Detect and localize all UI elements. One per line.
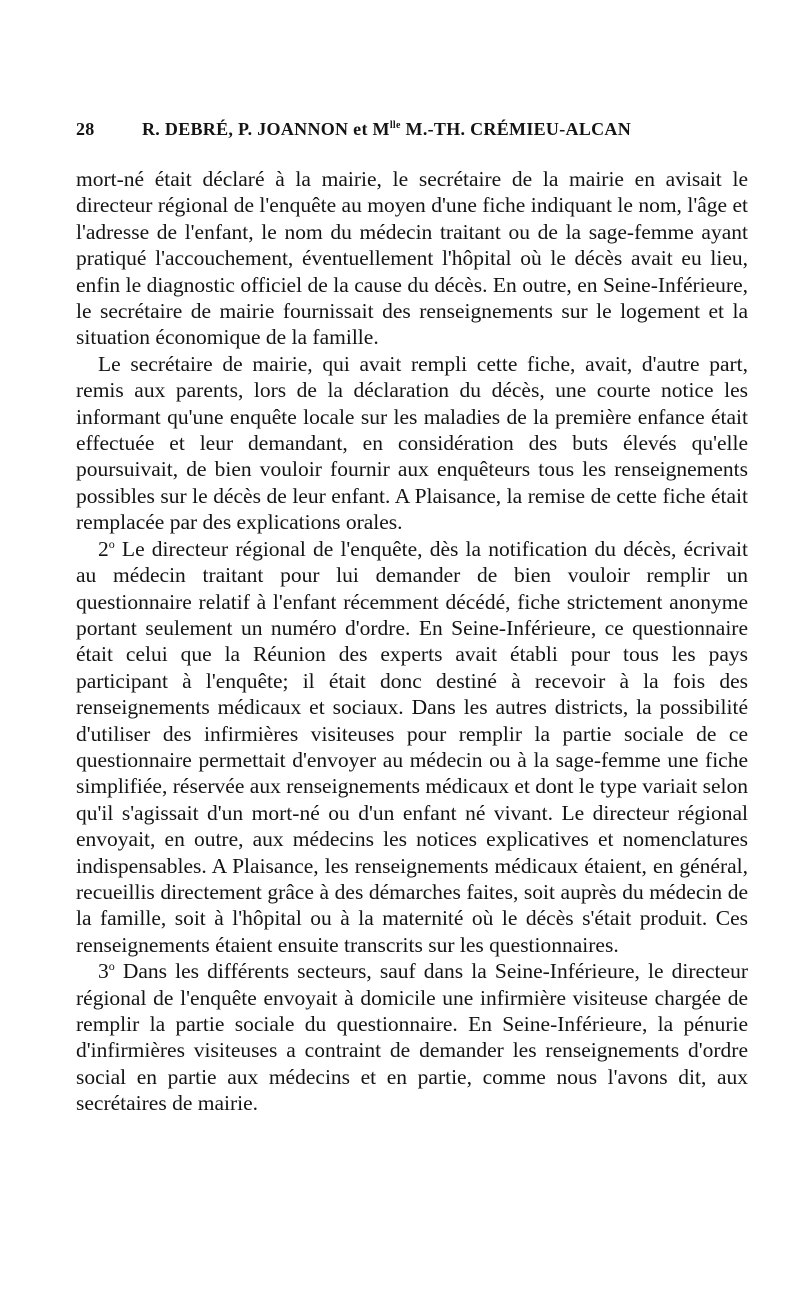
item-number: 2	[98, 536, 109, 561]
paragraph-text: Le secrétaire de mairie, qui avait rempli cette fiche, avait, d'autre part, remis aux parents, lors de la déclaration du décès, une courte notice les informant qu'une enquête locale sur les maladies de la première enfance était effectuée et leur demandant, en considération des buts élevés qu'elle poursuivait, de bien vouloir fournir aux enquêteurs tous les renseignements possibles sur le décès de leur enfant. A Plaisance, la remise de cette fiche était remplacée par des explications orales.	[76, 351, 748, 535]
paragraph-text: mort-né était déclaré à la mairie, le secrétaire de la mairie en avisait le directeur régional de l'enquête au moyen d'une fiche indiquant le nom, l'âge et l'adresse de l'enfant, le nom du médecin traitant ou de la sage-femme ayant pratiqué l'accouchement, éventuellement l'hôpital où le décès avait eu lieu, enfin le diagnostic officiel de la cause du décès. En outre, en Seine-Inférieure, le secrétaire de mairie fournissait des renseignements sur le logement et la situation économique de la famille.	[76, 167, 748, 350]
page-header	[76, 119, 756, 145]
running-head-title-sup: lle	[389, 120, 401, 131]
page-number: 28	[76, 119, 95, 139]
body-text	[76, 166, 748, 1117]
paragraph-secretary	[76, 351, 748, 536]
paragraph-continuation	[76, 166, 748, 351]
item-number-sup: o	[108, 959, 115, 974]
paragraph-item-2	[76, 536, 748, 959]
paragraph-text: Le directeur régional de l'enquête, dès la notification du décès, écrivait au médecin traitant pour lui demander de bien vouloir remplir un questionnaire relatif à l'enfant récemment décédé, fiche strictement anonyme portant seulement un numéro d'ordre. En Seine-Inférieure, ce questionnaire était celui que la Réunion des experts avait établi pour tous les pays participant à l'enquête; il était donc destiné à recevoir à la fois des renseignements médicaux et sociaux. Dans les autres districts, la possibilité d'utiliser des infirmières visiteuses pour remplir la partie sociale de ce questionnaire permettait d'envoyer au médecin ou à la sage-femme une fiche simplifiée, réservée aux renseignements médicaux et dont le type variait selon qu'il s'agissait d'un mort-né ou d'un enfant né vivant. Le directeur régional envoyait, en outre, aux médecins les notices explicatives et nomenclatures indispensables. A Plaisance, les renseignements médicaux étaient, en général, recueillis directement grâce à des démarches faites, soit auprès du médecin de la famille, soit à l'hôpital ou à la maternité où le décès s'était produit. Ces renseignements étaient ensuite transcrits sur les questionnaires.	[76, 536, 748, 957]
paragraph-item-3	[76, 958, 748, 1116]
running-head	[142, 119, 631, 140]
item-number: 3	[98, 959, 109, 984]
item-number-sup: o	[108, 536, 115, 551]
running-head-authors-end: M.-TH. CRÉMIEU-ALCAN	[400, 119, 632, 139]
paragraph-text: Dans les différents secteurs, sauf dans la Seine-Inférieure, le directeur régional de l'enquête envoyait à domicile une infirmière visiteuse chargée de remplir la partie sociale du questionnaire. En Seine-Inférieure, la pénurie d'infirmières visiteuses a contraint de demander les renseignements d'ordre social en partie aux médecins et en partie, comme nous l'avons dit, aux secrétaires de mairie.	[76, 959, 748, 1116]
running-head-authors: R. DEBRÉ, P. JOANNON et M	[142, 119, 390, 139]
